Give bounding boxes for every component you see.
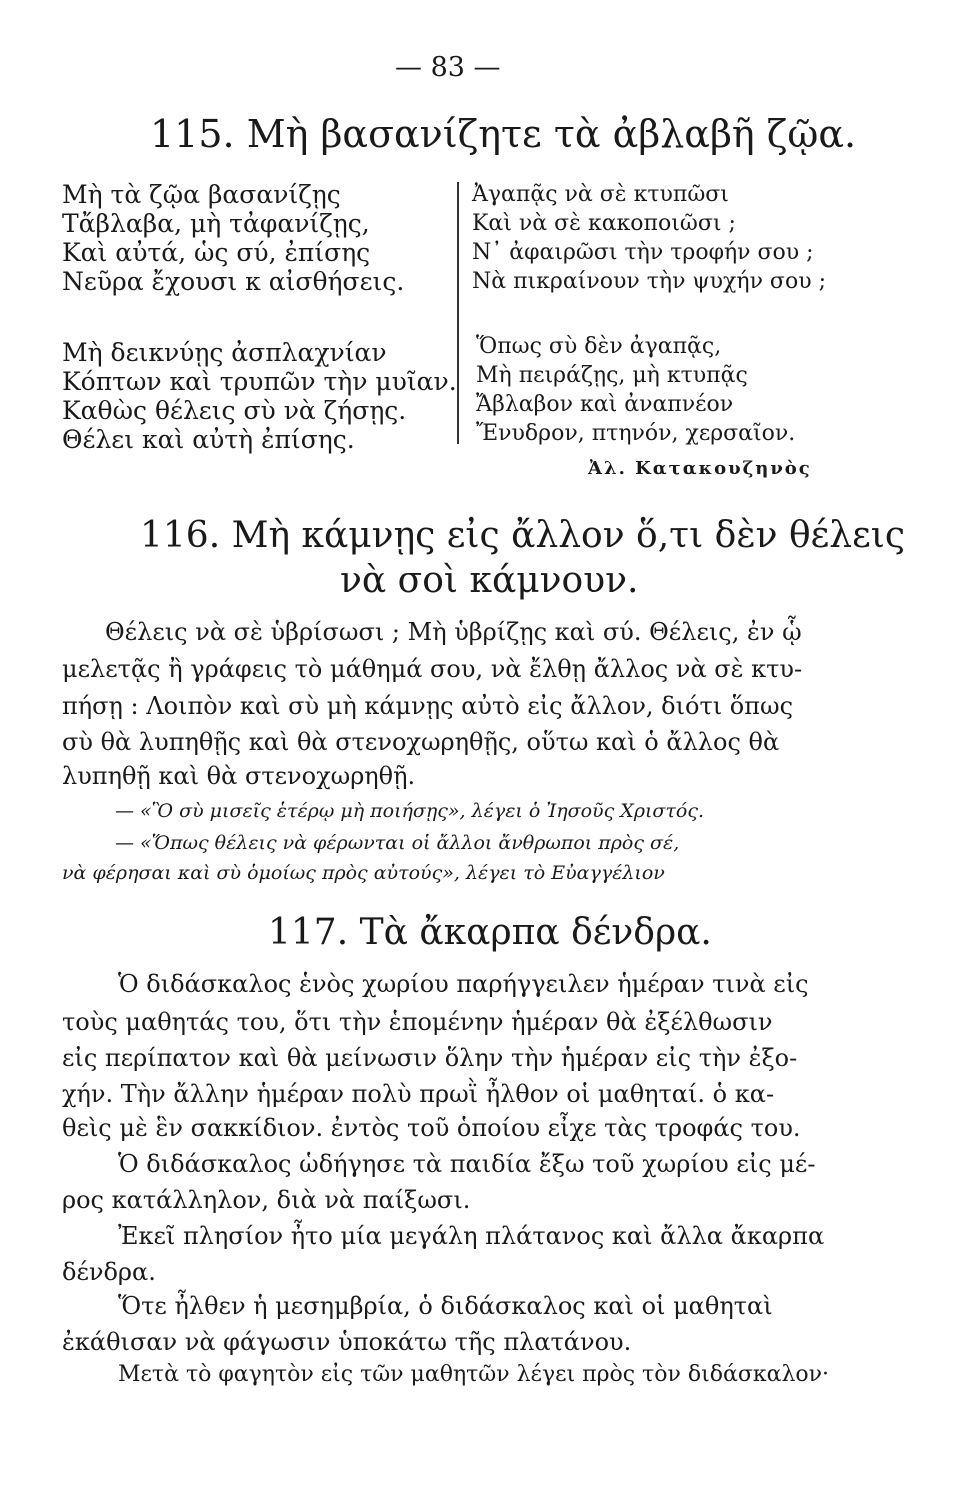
quote-line: νὰ φέρησαι καὶ σὺ ὁμοίως πρὸς αὐτούς», λέγει τὸ Εὐαγγέλιον bbox=[62, 862, 665, 884]
body-line: Ὁ διδάσκαλος ὡδήγησε τὰ παιδία ἔξω τοῦ χωρίου εἰς μέ- bbox=[118, 1150, 816, 1178]
body-line: χήν. Τὴν ἄλλην ἡμέραν πολὺ πρωῒ ἦλθον οἱ μαθηταί. ὁ κα- bbox=[62, 1080, 775, 1108]
poem-line: Καὶ νὰ σὲ κακοποιῶσι ; bbox=[472, 211, 736, 236]
poem-line: Ἄβλαβον καὶ ἀναπνέον bbox=[476, 392, 734, 417]
section-115-title: 115. Μὴ βασανίζητε τὰ ἀβλαβῆ ζῷα. bbox=[150, 112, 857, 156]
poem-line: Νὰ πικραίνουν τὴν ψυχήν σου ; bbox=[472, 269, 826, 294]
body-line: Ἐκεῖ πλησίον ἦτο μία μεγάλη πλάτανος καὶ ἄλλα ἄκαρπα bbox=[118, 1222, 825, 1250]
body-line: δένδρα. bbox=[62, 1258, 156, 1286]
poem-right-stanza-2 bbox=[476, 332, 795, 448]
poem-line: Ν᾽ ἀφαιρῶσι τὴν τροφήν σου ; bbox=[472, 240, 814, 265]
body-line: μελετᾷς ἢ γράφεις τὸ μάθημά σου, νὰ ἔλθῃ ἄλλος νὰ σὲ κτυ- bbox=[62, 655, 803, 683]
body-line: σὺ θὰ λυπηθῇς καὶ θὰ στενοχωρηθῇς, οὕτω καὶ ὁ ἄλλος θὰ bbox=[62, 728, 780, 756]
poem-line: Θέλει καὶ αὐτὴ ἐπίσης. bbox=[62, 425, 355, 454]
poem-line: Καὶ αὐτά, ὡς σύ, ἐπίσης bbox=[62, 238, 371, 267]
poem-line: Μὴ πειράζῃς, μὴ κτυπᾷς bbox=[476, 363, 748, 388]
section-116-subtitle: νὰ σοὶ κάμνουν. bbox=[340, 560, 639, 601]
poem-author: Ἀλ. Κατακουζηνὸς bbox=[588, 458, 812, 479]
poem-line: Τἄβλαβα, μὴ τἀφανίζῃς, bbox=[62, 209, 370, 238]
section-117-title: 117. Τὰ ἄκαρπα δένδρα. bbox=[268, 912, 712, 953]
body-line: Θέλεις νὰ σὲ ὑβρίσωσι ; Μὴ ὑβρίζῃς καὶ σύ. Θέλεις, ἐν ᾧ bbox=[105, 618, 802, 646]
body-line: εἰς περίπατον καὶ θὰ μείνωσιν ὅλην τὴν ἡμέραν εἰς τὴν ἐξο- bbox=[62, 1044, 798, 1072]
column-divider bbox=[457, 182, 459, 444]
body-line: θεὶς μὲ ἓν σακκίδιον. ἐντὸς τοῦ ὁποίου εἶχε τὰς τροφάς του. bbox=[62, 1114, 801, 1142]
poem-line: Μὴ τὰ ζῷα βασανίζῃς bbox=[62, 180, 341, 209]
body-line: πήσῃ : Λοιπὸν καὶ σὺ μὴ κάμνῃς αὐτὸ εἰς ἄλλον, διότι ὅπως bbox=[62, 692, 794, 720]
poem-line: Κόπτων καὶ τρυπῶν τὴν μυῖαν. bbox=[62, 367, 457, 396]
quote-line: — «Ὅπως θέλεις νὰ φέρωνται οἱ ἄλλοι ἄνθρωποι πρὸς σέ, bbox=[115, 832, 680, 854]
body-line: Μετὰ τὸ φαγητὸν εἰς τῶν μαθητῶν λέγει πρὸς τὸν διδάσκαλον· bbox=[118, 1362, 829, 1387]
poem-line: Νεῦρα ἔχουσι κ αἰσθήσεις. bbox=[62, 267, 405, 296]
body-line: λυπηθῇ καὶ θὰ στενοχωρηθῇ. bbox=[62, 762, 416, 790]
poem-left-stanza-1 bbox=[62, 180, 404, 296]
body-line: ἐκάθισαν νὰ φάγωσιν ὑποκάτω τῆς πλατάνου. bbox=[62, 1328, 632, 1356]
poem-line: Καθὼς θέλεις σὺ νὰ ζήσῃς. bbox=[62, 396, 407, 425]
body-line: τοὺς μαθητάς του, ὅτι τὴν ἑπομένην ἡμέραν θὰ ἐξέλθωσιν bbox=[62, 1008, 773, 1036]
poem-line: Ἀγαπᾷς νὰ σὲ κτυπῶσι bbox=[472, 182, 729, 207]
body-line: Ὁ διδάσκαλος ἑνὸς χωρίου παρήγγειλεν ἡμέραν τινὰ εἰς bbox=[118, 970, 809, 998]
section-116-title: 116. Μὴ κάμνῃς εἰς ἄλλον ὅ,τι δὲν θέλεις bbox=[140, 515, 906, 556]
page-number: — 83 — bbox=[395, 52, 501, 83]
body-line: ρος κατάλληλον, διὰ νὰ παίξωσι. bbox=[62, 1186, 471, 1214]
poem-left-stanza-2 bbox=[62, 338, 457, 454]
poem-line: Ἔνυδρον, πτηνόν, χερσαῖον. bbox=[476, 421, 796, 446]
poem-line: Ὅπως σὺ δὲν ἀγαπᾷς, bbox=[476, 334, 722, 359]
poem-line: Μὴ δεικνύῃς ἀσπλαχνίαν bbox=[62, 338, 387, 367]
poem-right-stanza-1 bbox=[472, 180, 826, 296]
body-line: Ὅτε ἦλθεν ἡ μεσημβρία, ὁ διδάσκαλος καὶ οἱ μαθηταὶ bbox=[118, 1292, 773, 1320]
quote-line: — «Ὃ σὺ μισεῖς ἑτέρῳ μὴ ποιήσῃς», λέγει ὁ Ἰησοῦς Χριστός. bbox=[115, 800, 705, 822]
